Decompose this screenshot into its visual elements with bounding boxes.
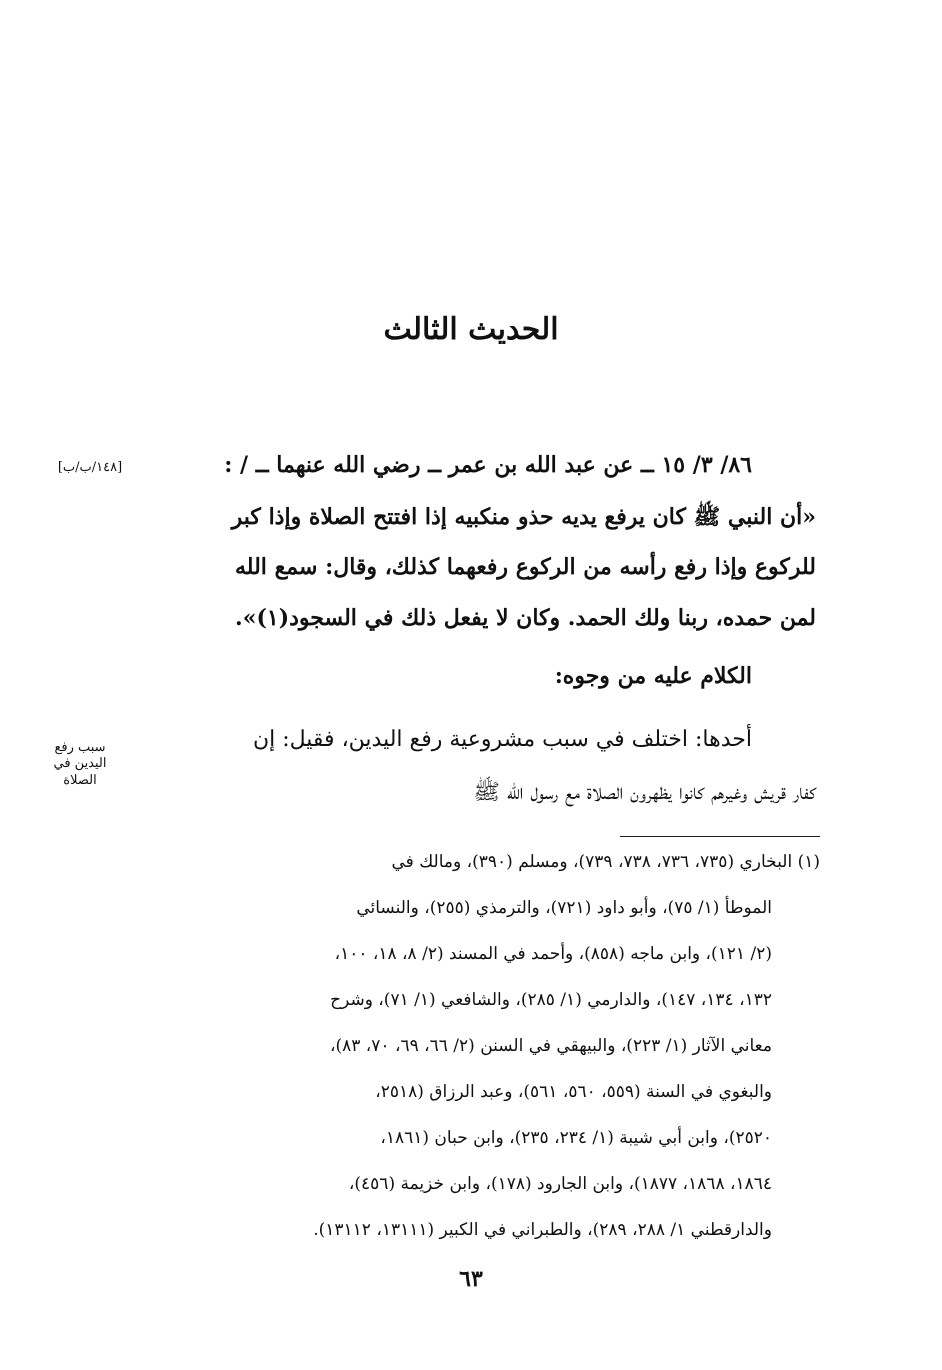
hadith-line-1: ٨٦/ ٣/ ١٥ ــ عن عبد الله بن عمر ــ رضي الله عنهما ــ / : <box>224 452 752 478</box>
footnote-line-1: (١) البخاري (٧٣٥، ٧٣٦، ٧٣٨، ٧٣٩)، ومسلم (٣٩٠)، ومالك في <box>391 852 820 872</box>
footnote-line-4: ١٣٢، ١٣٤، ١٤٧)، والدارمي (١/ ٢٨٥)، والشافعي (١/ ٧١)، وشرح <box>330 990 772 1010</box>
footnote-line-7: ٢٥٢٠)، وابن أبي شيبة (١/ ٢٣٤، ٢٣٥)، وابن حبان (١٨٦١، <box>380 1128 772 1148</box>
hadith-line-4: لمن حمده، ربنا ولك الحمد. وكان لا يفعل ذلك في السجود(١)». <box>235 605 816 631</box>
hadith-line-3: للركوع وإذا رفع رأسه من الركوع رفعهما كذلك، وقال: سمع الله <box>235 554 816 580</box>
intro-line: الكلام عليه من وجوه: <box>554 663 752 689</box>
footnote-line-2: الموطأ (١/ ٧٥)، وأبو داود (٧٢١)، والترمذي (٢٥٥)، والنسائي <box>356 898 772 918</box>
footnote-line-8: ١٨٦٤، ١٨٦٨، ١٨٧٧)، وابن الجارود (١٧٨)، وابن خزيمة (٤٥٦)، <box>348 1174 772 1194</box>
chapter-title: الحديث الثالث <box>383 312 559 347</box>
footnote-line-9: والدارقطني ١/ ٢٨٨، ٢٨٩)، والطبراني في الكبير (١٣١١١، ١٣١١٢). <box>313 1220 772 1240</box>
discussion-line-2: كفار قريش وغيرهم كانوا يظهرون الصلاة مع رسول الله ﷺ <box>473 780 816 805</box>
page-number: ٦٣ <box>459 1266 483 1292</box>
side-note <box>30 740 130 789</box>
footnote-line-5: معاني الآثار (١/ ٢٢٣)، والبيهقي في السنن (٢/ ٦٦، ٦٩، ٧٠، ٨٣)، <box>330 1036 772 1056</box>
hadith-line-2: «أن النبي ﷺ كان يرفع يديه حذو منكبيه إذا افتتح الصلاة وإذا كبر <box>231 504 816 530</box>
footnote-divider <box>620 836 820 837</box>
discussion-line-1: أحدها: اختلف في سبب مشروعية رفع اليدين، فقيل: إن <box>252 727 752 752</box>
footnote-line-6: والبغوي في السنة (٥٥٩، ٥٦٠، ٥٦١)، وعبد الرزاق (٢٥١٨، <box>375 1082 772 1102</box>
margin-reference: [١٤٨/ب/ب] <box>57 460 123 475</box>
side-note-line-1: سبب رفع <box>54 740 106 755</box>
side-note-line-2: اليدين في <box>53 756 107 772</box>
side-note-line-3: الصلاة <box>63 772 97 788</box>
footnote-line-3: (٢/ ١٢١)، وابن ماجه (٨٥٨)، وأحمد في المسند (٢/ ٨، ١٨، ١٠٠، <box>334 944 772 964</box>
